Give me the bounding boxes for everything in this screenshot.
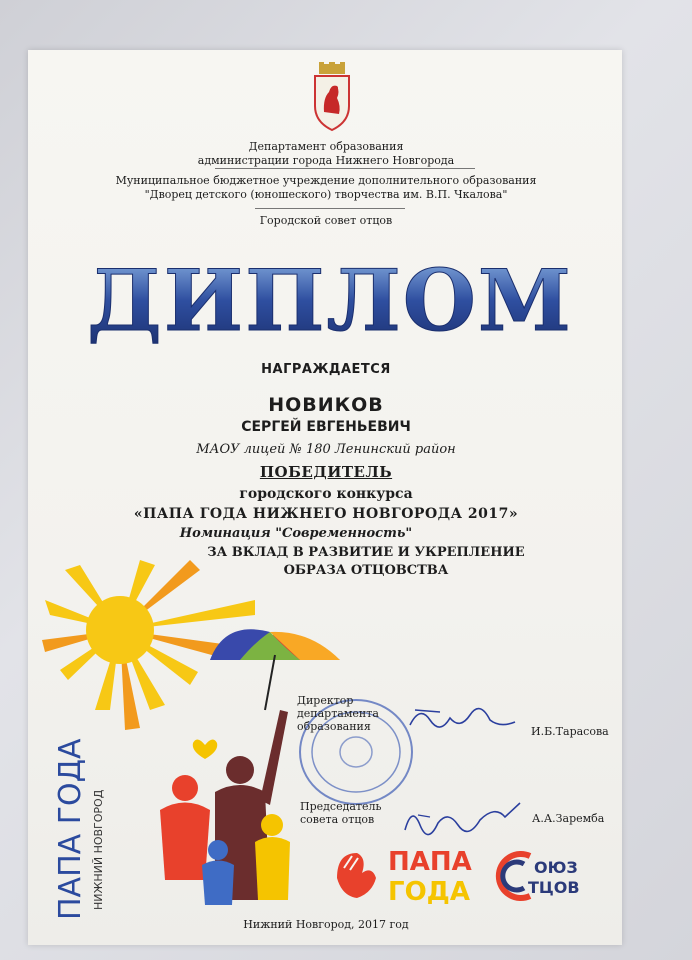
papa-logo-line-2: ГОДА [388, 877, 470, 907]
papa-goda-vertical-logo [42, 725, 112, 925]
coat-of-arms-icon [311, 62, 353, 132]
contest-name: «ПАПА ГОДА НИЖНЕГО НОВГОРОДА 2017» [133, 506, 519, 522]
soyuz-logo-line-2: ТЦОВ [528, 878, 580, 897]
heart-icon [193, 739, 218, 759]
nomination: Номинация "Современность" [179, 526, 413, 541]
soyuz-otcov-logo [500, 848, 610, 903]
council-name: Городской совет отцов [259, 214, 393, 227]
recipient-school: МАОУ лицей № 180 Ленинский район [196, 442, 456, 457]
divider [255, 208, 405, 209]
divider [215, 168, 475, 169]
family-figures-icon [160, 710, 290, 905]
papa-goda-logo [332, 838, 472, 910]
papa-logo-line-1: ПАПА [388, 847, 472, 877]
recipient-surname: НОВИКОВ [268, 394, 384, 416]
winner-status: ПОБЕДИТЕЛЬ [259, 463, 393, 481]
role-line: образования [297, 720, 371, 733]
institution-line-1: Муниципальное бюджетное учреждение дополнительного образования [115, 174, 537, 187]
contribution-line-1: ЗА ВКЛАД В РАЗВИТИЕ И УКРЕПЛЕНИЕ [207, 545, 525, 560]
handwritten-signature-2 [400, 795, 530, 840]
footer-place-date: Нижний Новгород, 2017 год [243, 918, 409, 931]
institution-line-2: "Дворец детского (юношеского) творчества им. В.П. Чкалова" [144, 188, 508, 201]
vertical-logo-main: ПАПА ГОДА [53, 738, 88, 920]
diploma-title [87, 245, 573, 355]
hand-heart-icon [337, 853, 376, 898]
awarded-label: НАГРАЖДАЕТСЯ [261, 362, 391, 377]
recipient-name: СЕРГЕЙ ЕВГЕНЬЕВИЧ [241, 419, 411, 435]
title-text: ДИПЛОМ [87, 251, 573, 350]
signature-role-2 [300, 800, 382, 826]
signature-name-2: А.А.Заремба [532, 812, 605, 825]
role-line: совета отцов [300, 813, 375, 826]
department-line-2: администрации города Нижнего Новгорода [197, 154, 455, 167]
soyuz-logo-line-1: ОЮЗ [534, 858, 578, 877]
signature-role-1 [297, 694, 379, 733]
role-line: департамента [297, 707, 379, 720]
signature-name-1: И.Б.Тарасова [531, 725, 609, 738]
department-line-1: Департамент образования [248, 140, 404, 153]
role-line: Председатель [300, 800, 382, 813]
role-line: Директор [297, 694, 354, 707]
handwritten-signature-1 [405, 700, 525, 740]
contribution-line-2: ОБРАЗА ОТЦОВСТВА [283, 563, 449, 578]
contest-label: городского конкурса [239, 486, 413, 502]
vertical-logo-sub: НИЖНИЙ НОВГОРОД [92, 789, 105, 910]
